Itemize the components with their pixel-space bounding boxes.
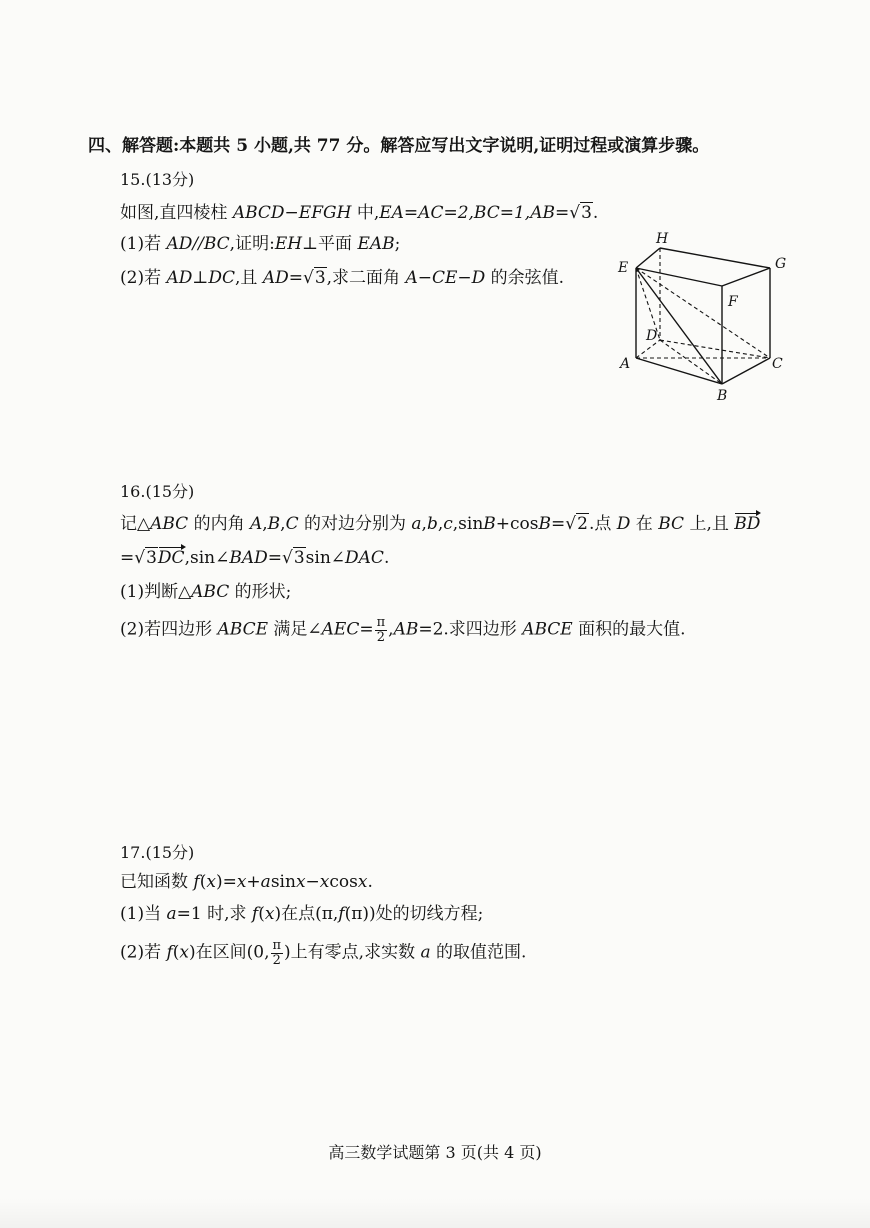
edge-DC (660, 340, 770, 358)
q16-side-a: a (411, 514, 422, 534)
q16-p1-end: 的形状; (229, 582, 292, 602)
q17-p2-x: x (179, 942, 190, 963)
label-B: B (717, 388, 728, 404)
q16-part2 (120, 616, 686, 644)
q16-l2-sqrt3-radicand: 3 (146, 548, 157, 568)
q16-p2-ab: AB (393, 619, 419, 640)
q15-p2-end: 的余弦值. (485, 268, 565, 288)
q15-p2-sqrt: √3 (302, 268, 326, 288)
q16-line1 (120, 516, 760, 533)
q16-l2-eq: = (120, 548, 135, 568)
q16-line2 (120, 550, 389, 567)
q16-angle-dac: DAC (345, 548, 384, 568)
label-G: G (775, 256, 787, 272)
q16-sin: ,sin (452, 514, 484, 534)
label-C: C (772, 356, 783, 372)
q16-p2-frac-num: π (376, 615, 386, 630)
q16-bc: BC (658, 514, 685, 534)
q16-part1 (120, 584, 291, 601)
q15-p2-sqrt-radicand: 3 (314, 268, 326, 288)
q16-angle-a: A (249, 514, 263, 534)
prism-figure (612, 228, 792, 412)
q15-p1-perp: ⊥平面 (302, 234, 358, 254)
q17-p2-lp: ( (172, 942, 180, 963)
q16-sin-b: B (483, 514, 496, 534)
q16-angle-c: C (285, 514, 299, 534)
q17-p2-a: a (420, 942, 431, 963)
q17-x1: x (206, 872, 216, 892)
q16-p2-quad: ABCE (217, 619, 268, 640)
edge-AB (636, 358, 722, 384)
q15-prism-base: ABCD (232, 203, 285, 223)
q17-p2-frac-num: π (272, 938, 282, 953)
q17-p1-x: x (264, 904, 275, 924)
q17-p2-fraction (271, 939, 284, 967)
q15-p2-label: (2)若 (120, 268, 167, 288)
q16-p1-triangle: ABC (191, 582, 230, 602)
q17-a: a (260, 872, 271, 892)
page-footer: 高三数学试题第 3 页(共 4 页) (328, 1143, 542, 1162)
q15-p2-cond: AD⊥DC (166, 268, 236, 288)
q16-p1-label: (1)判断△ (120, 582, 192, 602)
edge-BC (722, 358, 770, 384)
q15-prism-top: EFGH (298, 203, 352, 223)
q16-angle-bad: BAD (229, 548, 268, 568)
q17-l1-text: 已知函数 (120, 872, 194, 892)
q17-x3: x (295, 872, 306, 892)
q16-cos: +cos (495, 514, 539, 534)
label-F: F (728, 294, 738, 310)
q15-sqrt: √3 (569, 203, 592, 223)
q17-lp: ( (199, 872, 207, 892)
label-D: D (646, 328, 658, 344)
q16-side-c: c (443, 514, 453, 534)
q16-vector-bd: BD (734, 514, 761, 534)
q15-part1 (120, 236, 400, 253)
q17-p1-text2: )在点(π, (274, 904, 339, 924)
q15-stem-text: 如图,直四棱柱 (120, 203, 233, 223)
q17-plus: + (246, 872, 261, 892)
q15-stem (120, 205, 598, 222)
label-E: E (618, 260, 629, 276)
q16-l2-sin2: sin∠ (305, 548, 346, 568)
q16-p2-text: 满足∠ (268, 619, 322, 640)
q17-sin: sin (270, 872, 296, 892)
prism-diagram (612, 228, 792, 408)
q15-p1-cond: AD//BC (166, 234, 230, 254)
q16-comma4: , (437, 514, 444, 534)
q17-part1 (120, 906, 483, 923)
edge-GF (722, 268, 770, 286)
q16-l1-text4: .点 (588, 514, 617, 534)
q17-p2-text2: )上有零点,求实数 (284, 942, 421, 963)
q15-p1-end: ; (394, 234, 401, 254)
q16-l1-text5: 上,且 (684, 514, 735, 534)
q15-dash: − (284, 203, 299, 223)
q17-p1-f: f (251, 904, 259, 924)
q16-triangle: ABC (150, 514, 189, 534)
q16-sqrt2-radicand: 2 (577, 514, 588, 534)
q15-p2-ad: AD= (262, 268, 303, 288)
q17-x5: x (357, 872, 368, 892)
q17-part2 (120, 939, 526, 967)
q17-cos: cos (329, 872, 358, 892)
q15-sqrt-radicand: 3 (581, 203, 592, 223)
q16-p2-text2: =2.求四边形 (418, 619, 523, 640)
q15-p1-text: ,证明: (229, 234, 275, 254)
q16-comma2: , (280, 514, 286, 534)
edge-EH (636, 248, 660, 268)
q16-p2-frac-den: 2 (376, 629, 386, 645)
q16-comma1: , (262, 514, 268, 534)
q17-x2: x (236, 872, 247, 892)
q16-point-d: D (616, 514, 631, 534)
q17-p2-f: f (166, 942, 173, 963)
page-edge-shadow (0, 1198, 870, 1228)
edge-EB (636, 268, 722, 384)
q17-p2-end: 的取值范围. (430, 942, 527, 963)
q16-p2-label: (2)若四边形 (120, 619, 218, 640)
label-A: A (620, 356, 631, 372)
q15-cond1: EA=AC=2, (379, 203, 474, 223)
q17-x4: x (319, 872, 330, 892)
q15-cond2: BC=1, (473, 203, 531, 223)
q17-p1-lp: ( (258, 904, 265, 924)
q16-p2-angle: AEC (321, 619, 360, 640)
q17-minus: − (305, 872, 320, 892)
q15-cond3: AB= (530, 203, 570, 223)
q16-l2-sqrt3b: √3 (281, 548, 305, 568)
q17-p2-frac-den: 2 (272, 952, 281, 968)
q15-p2-dihedral: A−CE−D (405, 268, 486, 288)
q16-l1-text2: 的内角 (188, 514, 250, 534)
q16-side-b: b (426, 514, 438, 534)
q16-angle-b: B (267, 514, 281, 534)
q15-part2 (120, 270, 564, 287)
q16-header: 16.(15分) (120, 482, 195, 501)
q16-p2-fraction (375, 616, 388, 644)
q15-stem-mid: 中, (351, 203, 380, 223)
q15-p1-label: (1)若 (120, 234, 167, 254)
q17-f: f (193, 872, 200, 892)
q16-l1-text3: 的对边分别为 (298, 514, 412, 534)
q17-l1-end: . (367, 872, 373, 892)
q15-stem-end: . (592, 203, 599, 223)
q15-p2-text2: ,求二面角 (326, 268, 406, 288)
q16-vector-dc: DC (157, 548, 185, 568)
q16-p2-eq: = (359, 619, 374, 640)
q16-cos-b: B (538, 514, 552, 534)
q16-p2-comma: , (388, 619, 394, 640)
q17-p2-label: (2)若 (120, 942, 167, 963)
q16-l2-eq2: = (267, 548, 282, 568)
q16-eq: = (551, 514, 566, 534)
q16-on: 在 (630, 514, 659, 534)
q17-p1-end: (π))处的切线方程; (344, 904, 484, 924)
q16-sqrt2: √2 (565, 514, 588, 534)
q16-l1-text: 记△ (120, 514, 151, 534)
q16-l2-end: . (383, 548, 390, 568)
q17-line1 (120, 874, 373, 891)
q17-p1-f2: f (338, 904, 345, 924)
q16-comma3: , (421, 514, 427, 534)
q16-l2-sqrt3: √3 (134, 548, 157, 568)
q17-p1-a: a (166, 904, 177, 924)
q15-p1-plane: EAB (357, 234, 395, 254)
edge-HG (660, 248, 770, 268)
q17-header: 17.(15分) (120, 843, 195, 862)
q16-l2-sin: ,sin∠ (184, 548, 230, 568)
q16-p2-end: 面积的最大值. (572, 619, 686, 640)
q15-header: 15.(13分) (120, 170, 195, 189)
q17-p2-text: )在区间(0, (189, 942, 270, 963)
q16-p2-quad2: ABCE (522, 619, 573, 640)
q17-p1-label: (1)当 (120, 904, 167, 924)
q16-l2-sqrt3b-radicand: 3 (293, 548, 305, 568)
q17-rp-eq: )= (215, 872, 237, 892)
q17-p1-text: =1 时,求 (176, 904, 252, 924)
q15-p1-line: EH (274, 234, 303, 254)
edge-DB (660, 340, 722, 384)
q15-p2-text: ,且 (235, 268, 263, 288)
section-title: 四、解答题:本题共 5 小题,共 77 分。解答应写出文字说明,证明过程或演算步骤。 (88, 136, 710, 156)
label-H: H (656, 231, 669, 247)
